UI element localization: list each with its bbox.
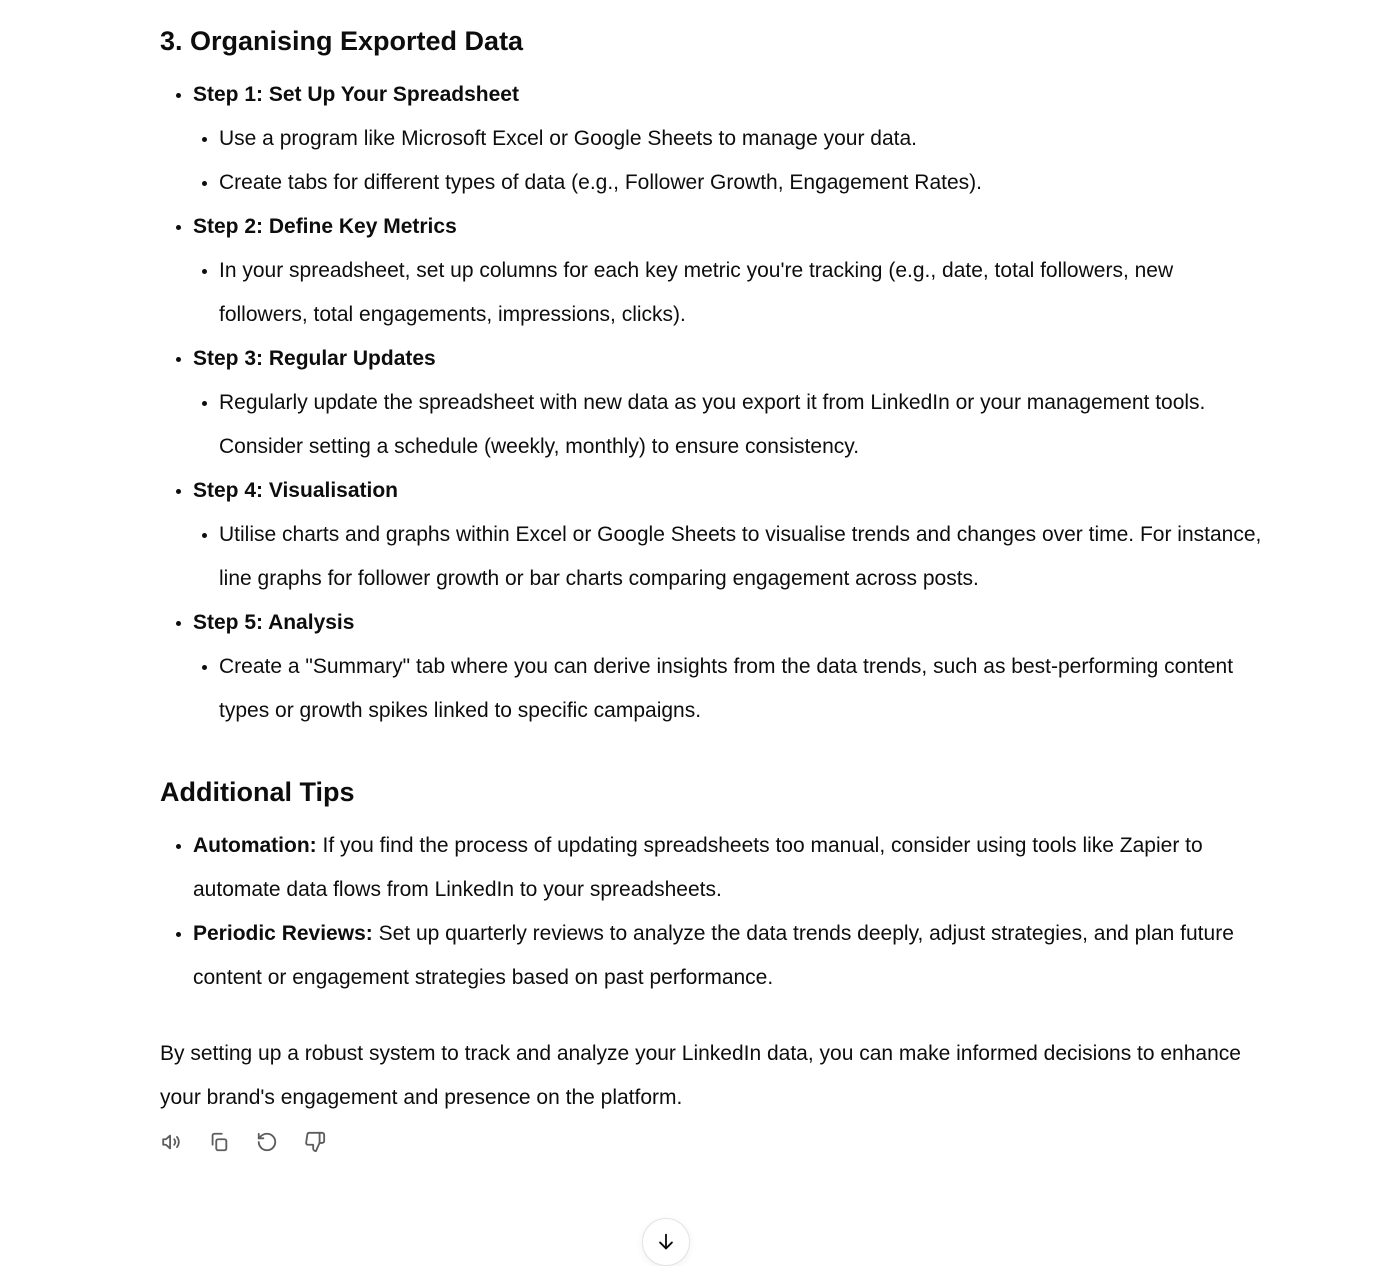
closing-paragraph: By setting up a robust system to track and analyze your LinkedIn data, you can make informed decisions to enhance your brand's engagement and presence on the platform. <box>160 1042 1241 1110</box>
regenerate-button[interactable] <box>249 1124 284 1159</box>
scroll-to-bottom-button[interactable] <box>642 1218 690 1266</box>
copy-icon <box>208 1131 230 1153</box>
tips-heading: Additional Tips <box>160 777 355 808</box>
tip-label: Automation: <box>193 834 317 858</box>
list-item: • Use a program like Microsoft Excel or Google Sheets to manage your data. <box>219 117 1264 161</box>
list-item: • Utilise charts and graphs within Excel or Google Sheets to visualise trends and changes over time. For instance, line graphs for follower growth or bar charts comparing engagement across posts. <box>219 513 1264 601</box>
step-title: Step 5: Analysis <box>193 611 355 635</box>
list-item <box>193 337 1264 469</box>
tips-list <box>160 824 1264 1000</box>
step-title: Step 1: Set Up Your Spreadsheet <box>193 83 519 107</box>
step-subitems <box>193 117 1264 205</box>
list-item: • In your spreadsheet, set up columns for each key metric you're tracking (e.g., date, total followers, new followers, total engagements, impressions, clicks). <box>219 249 1264 337</box>
arrow-down-icon <box>655 1231 677 1253</box>
steps-list <box>160 73 1264 733</box>
list-item: • Create tabs for different types of data (e.g., Follower Growth, Engagement Rates). <box>219 161 1264 205</box>
regenerate-icon <box>256 1131 278 1153</box>
tip-label: Periodic Reviews: <box>193 922 373 946</box>
step-title: Step 4: Visualisation <box>193 479 399 503</box>
step-subitems <box>193 249 1264 337</box>
assistant-message <box>160 0 1264 1159</box>
tip-text: If you find the process of updating spreadsheets too manual, consider using tools like Zapier to automate data flows from LinkedIn to your spreadsheets. <box>193 834 1203 902</box>
list-item <box>193 73 1264 205</box>
list-item: • Create a "Summary" tab where you can derive insights from the data trends, such as best-performing content types or growth spikes linked to specific campaigns. <box>219 645 1264 733</box>
tip-text: Set up quarterly reviews to analyze the data trends deeply, adjust strategies, and plan future content or engagement strategies based on past performance. <box>193 922 1234 990</box>
list-item: • Regularly update the spreadsheet with new data as you export it from LinkedIn or your management tools. Consider setting a schedule (weekly, monthly) to ensure consistency. <box>219 381 1264 469</box>
speaker-icon <box>160 1131 182 1153</box>
copy-button[interactable] <box>201 1124 236 1159</box>
message-action-bar <box>153 1124 1264 1159</box>
read-aloud-button[interactable] <box>153 1124 188 1159</box>
step-title: Step 3: Regular Updates <box>193 347 436 371</box>
step-subitems <box>193 381 1264 469</box>
list-item <box>193 469 1264 601</box>
step-subitems <box>193 513 1264 601</box>
list-item <box>193 912 1264 1000</box>
list-item <box>193 205 1264 337</box>
list-item <box>193 601 1264 733</box>
list-item <box>193 824 1264 912</box>
step-title: Step 2: Define Key Metrics <box>193 215 457 239</box>
step-subitems <box>193 645 1264 733</box>
section-heading: 3. Organising Exported Data <box>160 26 524 56</box>
thumbs-down-icon <box>304 1131 326 1153</box>
thumbs-down-button[interactable] <box>297 1124 332 1159</box>
